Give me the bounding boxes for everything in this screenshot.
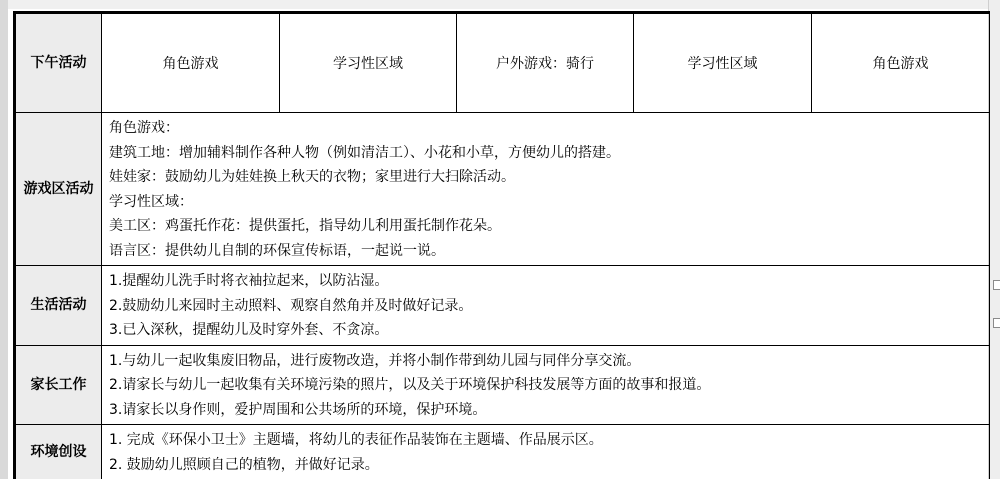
page-left-edge bbox=[0, 0, 8, 479]
content-line: 1. 完成《环保小卫士》主题墙，将幼儿的表征作品装饰在主题墙、作品展示区。 bbox=[109, 432, 603, 448]
row-label-daily-life: 生活活动 bbox=[15, 266, 102, 346]
content-line: 2.鼓励幼儿来园时主动照料、观察自然角并及时做好记录。 bbox=[109, 297, 473, 314]
content-line: 3.请家长以身作则，爱护周围和公共场所的环境，保护环境。 bbox=[109, 401, 487, 418]
content-line: 美工区：鸡蛋托作花：提供蛋托，指导幼儿利用蛋托制作花朵。 bbox=[109, 218, 501, 234]
row-label-parent-work: 家长工作 bbox=[15, 345, 102, 425]
activity-cell-wed: 户外游戏：骑行 bbox=[457, 13, 634, 113]
page-top-edge bbox=[0, 0, 1000, 9]
content-line: 学习性区域： bbox=[109, 193, 193, 210]
content-line: 1.提醒幼儿洗手时将衣袖拉起来，以防沾湿。 bbox=[109, 273, 389, 289]
content-line: 3.已入深秋，提醒幼儿及时穿外套、不贪凉。 bbox=[109, 322, 389, 338]
parent-work-content bbox=[102, 345, 990, 425]
row-label-play-area: 游戏区活动 bbox=[15, 113, 102, 266]
content-line: 语言区：提供幼儿自制的环保宣传标语，一起说一说。 bbox=[109, 242, 445, 259]
content-line: 2. 鼓励幼儿照顾自己的植物，并做好记录。 bbox=[109, 456, 379, 473]
activity-cell-thu: 学习性区域 bbox=[634, 13, 812, 113]
afternoon-activity-row bbox=[15, 13, 990, 113]
activity-cell-tue: 学习性区域 bbox=[280, 13, 457, 113]
content-line: 1.与幼儿一起收集废旧物品，进行废物改造，并将小制作带到幼儿园与同伴分享交流。 bbox=[109, 352, 641, 369]
content-line: 角色游戏： bbox=[109, 120, 179, 136]
play-area-row bbox=[15, 113, 990, 266]
margin-marker-icon bbox=[993, 280, 1000, 290]
content-line: 娃娃家：鼓励幼儿为娃娃换上秋天的衣物；家里进行大扫除活动。 bbox=[109, 169, 515, 185]
content-line: 建筑工地：增加辅料制作各种人物（例如清洁工）、小花和小草，方便幼儿的搭建。 bbox=[109, 144, 620, 161]
activity-cell-fri: 角色游戏 bbox=[812, 13, 990, 113]
environment-content bbox=[102, 425, 990, 479]
margin-marker-icon bbox=[993, 318, 1000, 328]
daily-life-row bbox=[15, 266, 990, 346]
activity-cell-mon: 角色游戏 bbox=[102, 13, 280, 113]
environment-row bbox=[15, 425, 990, 479]
play-area-content bbox=[102, 113, 990, 266]
weekly-plan-table bbox=[13, 11, 990, 479]
parent-work-row bbox=[15, 345, 990, 425]
daily-life-content bbox=[102, 266, 990, 346]
content-line: 2.请家长与幼儿一起收集有关环境污染的照片，以及关于环境保护科技发展等方面的故事和报道。 bbox=[109, 377, 711, 393]
row-label-environment: 环境创设 bbox=[15, 425, 102, 479]
row-label-afternoon: 下午活动 bbox=[15, 13, 102, 113]
